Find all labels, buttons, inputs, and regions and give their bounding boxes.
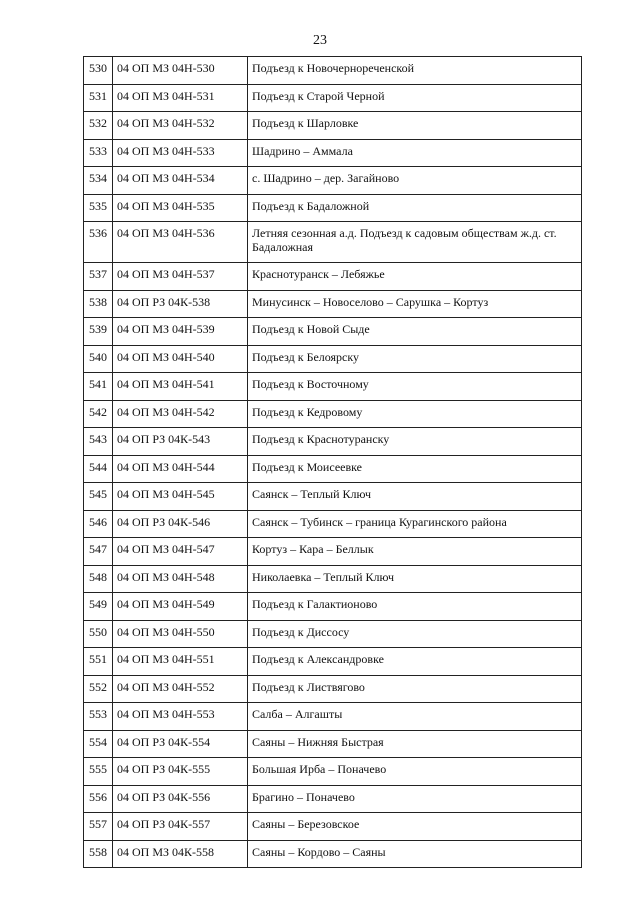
table-row xyxy=(84,428,582,456)
road-name-cell: Саянск – Тубинск – граница Курагинского района xyxy=(248,510,582,538)
road-name-cell: Саяны – Нижняя Быстрая xyxy=(248,730,582,758)
road-name-cell: Шадрино – Аммала xyxy=(248,139,582,167)
road-name-cell: Подъезд к Диссосу xyxy=(248,620,582,648)
road-id-cell: 04 ОП МЗ 04Н-541 xyxy=(113,373,248,401)
table-row xyxy=(84,222,582,263)
road-id-cell: 04 ОП МЗ 04Н-550 xyxy=(113,620,248,648)
road-name-cell: Саяны – Березовское xyxy=(248,813,582,841)
road-name-cell: Подъезд к Восточному xyxy=(248,373,582,401)
table-row xyxy=(84,593,582,621)
road-id-cell: 04 ОП МЗ 04Н-553 xyxy=(113,703,248,731)
row-number-cell: 548 xyxy=(84,565,113,593)
road-name-cell: Подъезд к Листвягово xyxy=(248,675,582,703)
row-number-cell: 552 xyxy=(84,675,113,703)
row-number-cell: 545 xyxy=(84,483,113,511)
road-name-cell: Саянск – Теплый Ключ xyxy=(248,483,582,511)
road-id-cell: 04 ОП МЗ 04Н-549 xyxy=(113,593,248,621)
road-id-cell: 04 ОП МЗ 04Н-533 xyxy=(113,139,248,167)
road-id-cell: 04 ОП МЗ 04К-558 xyxy=(113,840,248,868)
table-row xyxy=(84,538,582,566)
table-row xyxy=(84,758,582,786)
row-number-cell: 537 xyxy=(84,263,113,291)
row-number-cell: 547 xyxy=(84,538,113,566)
row-number-cell: 536 xyxy=(84,222,113,263)
road-id-cell: 04 ОП МЗ 04Н-532 xyxy=(113,112,248,140)
road-name-cell: с. Шадрино – дер. Загайново xyxy=(248,167,582,195)
table-row xyxy=(84,373,582,401)
row-number-cell: 539 xyxy=(84,318,113,346)
table-row xyxy=(84,345,582,373)
road-id-cell: 04 ОП РЗ 04К-543 xyxy=(113,428,248,456)
road-id-cell: 04 ОП МЗ 04Н-545 xyxy=(113,483,248,511)
table-row xyxy=(84,400,582,428)
table-row xyxy=(84,455,582,483)
road-id-cell: 04 ОП МЗ 04Н-536 xyxy=(113,222,248,263)
row-number-cell: 542 xyxy=(84,400,113,428)
road-name-cell: Подъезд к Моисеевке xyxy=(248,455,582,483)
row-number-cell: 533 xyxy=(84,139,113,167)
table-row xyxy=(84,139,582,167)
row-number-cell: 554 xyxy=(84,730,113,758)
table-row xyxy=(84,510,582,538)
table-row xyxy=(84,675,582,703)
road-id-cell: 04 ОП МЗ 04Н-551 xyxy=(113,648,248,676)
road-name-cell: Саяны – Кордово – Саяны xyxy=(248,840,582,868)
road-name-cell: Кортуз – Кара – Беллык xyxy=(248,538,582,566)
table-row xyxy=(84,785,582,813)
row-number-cell: 543 xyxy=(84,428,113,456)
road-name-cell: Брагино – Поначево xyxy=(248,785,582,813)
row-number-cell: 550 xyxy=(84,620,113,648)
road-name-cell: Большая Ирба – Поначево xyxy=(248,758,582,786)
table-row xyxy=(84,620,582,648)
roads-table-body xyxy=(84,57,582,868)
table-row xyxy=(84,483,582,511)
row-number-cell: 555 xyxy=(84,758,113,786)
road-id-cell: 04 ОП РЗ 04К-555 xyxy=(113,758,248,786)
row-number-cell: 540 xyxy=(84,345,113,373)
road-name-cell: Подъезд к Бадаложной xyxy=(248,194,582,222)
road-id-cell: 04 ОП МЗ 04Н-544 xyxy=(113,455,248,483)
row-number-cell: 549 xyxy=(84,593,113,621)
road-id-cell: 04 ОП МЗ 04Н-535 xyxy=(113,194,248,222)
row-number-cell: 558 xyxy=(84,840,113,868)
road-name-cell: Краснотуранск – Лебяжье xyxy=(248,263,582,291)
road-name-cell: Подъезд к Старой Черной xyxy=(248,84,582,112)
road-name-cell: Летняя сезонная а.д. Подъезд к садовым обществам ж.д. ст. Бадаложная xyxy=(248,222,582,263)
road-id-cell: 04 ОП РЗ 04К-554 xyxy=(113,730,248,758)
road-name-cell: Подъезд к Александровке xyxy=(248,648,582,676)
row-number-cell: 538 xyxy=(84,290,113,318)
page-number: 23 xyxy=(313,33,327,48)
road-id-cell: 04 ОП МЗ 04Н-540 xyxy=(113,345,248,373)
table-row xyxy=(84,167,582,195)
row-number-cell: 556 xyxy=(84,785,113,813)
road-id-cell: 04 ОП МЗ 04Н-548 xyxy=(113,565,248,593)
row-number-cell: 553 xyxy=(84,703,113,731)
road-id-cell: 04 ОП РЗ 04К-557 xyxy=(113,813,248,841)
road-name-cell: Подъезд к Галактионово xyxy=(248,593,582,621)
road-id-cell: 04 ОП МЗ 04Н-542 xyxy=(113,400,248,428)
row-number-cell: 532 xyxy=(84,112,113,140)
road-id-cell: 04 ОП МЗ 04Н-552 xyxy=(113,675,248,703)
table-row xyxy=(84,263,582,291)
road-name-cell: Подъезд к Краснотуранску xyxy=(248,428,582,456)
table-row xyxy=(84,318,582,346)
road-id-cell: 04 ОП МЗ 04Н-530 xyxy=(113,57,248,85)
row-number-cell: 546 xyxy=(84,510,113,538)
row-number-cell: 557 xyxy=(84,813,113,841)
row-number-cell: 530 xyxy=(84,57,113,85)
road-name-cell: Подъезд к Белоярску xyxy=(248,345,582,373)
row-number-cell: 544 xyxy=(84,455,113,483)
table-row xyxy=(84,84,582,112)
road-name-cell: Подъезд к Новой Сыде xyxy=(248,318,582,346)
table-row xyxy=(84,112,582,140)
table-row xyxy=(84,57,582,85)
road-name-cell: Подъезд к Новочернореченской xyxy=(248,57,582,85)
row-number-cell: 541 xyxy=(84,373,113,401)
road-name-cell: Николаевка – Теплый Ключ xyxy=(248,565,582,593)
road-name-cell: Салба – Алгашты xyxy=(248,703,582,731)
road-id-cell: 04 ОП РЗ 04К-546 xyxy=(113,510,248,538)
road-id-cell: 04 ОП РЗ 04К-556 xyxy=(113,785,248,813)
road-name-cell: Подъезд к Шарловке xyxy=(248,112,582,140)
road-id-cell: 04 ОП РЗ 04К-538 xyxy=(113,290,248,318)
table-row xyxy=(84,648,582,676)
table-row xyxy=(84,730,582,758)
road-id-cell: 04 ОП МЗ 04Н-547 xyxy=(113,538,248,566)
row-number-cell: 551 xyxy=(84,648,113,676)
roads-table xyxy=(83,56,582,868)
table-row xyxy=(84,813,582,841)
table-row xyxy=(84,194,582,222)
road-name-cell: Подъезд к Кедровому xyxy=(248,400,582,428)
road-id-cell: 04 ОП МЗ 04Н-534 xyxy=(113,167,248,195)
table-row xyxy=(84,290,582,318)
row-number-cell: 535 xyxy=(84,194,113,222)
road-id-cell: 04 ОП МЗ 04Н-537 xyxy=(113,263,248,291)
table-row xyxy=(84,565,582,593)
table-row xyxy=(84,840,582,868)
row-number-cell: 531 xyxy=(84,84,113,112)
road-name-cell: Минусинск – Новоселово – Сарушка – Кортуз xyxy=(248,290,582,318)
row-number-cell: 534 xyxy=(84,167,113,195)
table-row xyxy=(84,703,582,731)
road-id-cell: 04 ОП МЗ 04Н-539 xyxy=(113,318,248,346)
road-id-cell: 04 ОП МЗ 04Н-531 xyxy=(113,84,248,112)
